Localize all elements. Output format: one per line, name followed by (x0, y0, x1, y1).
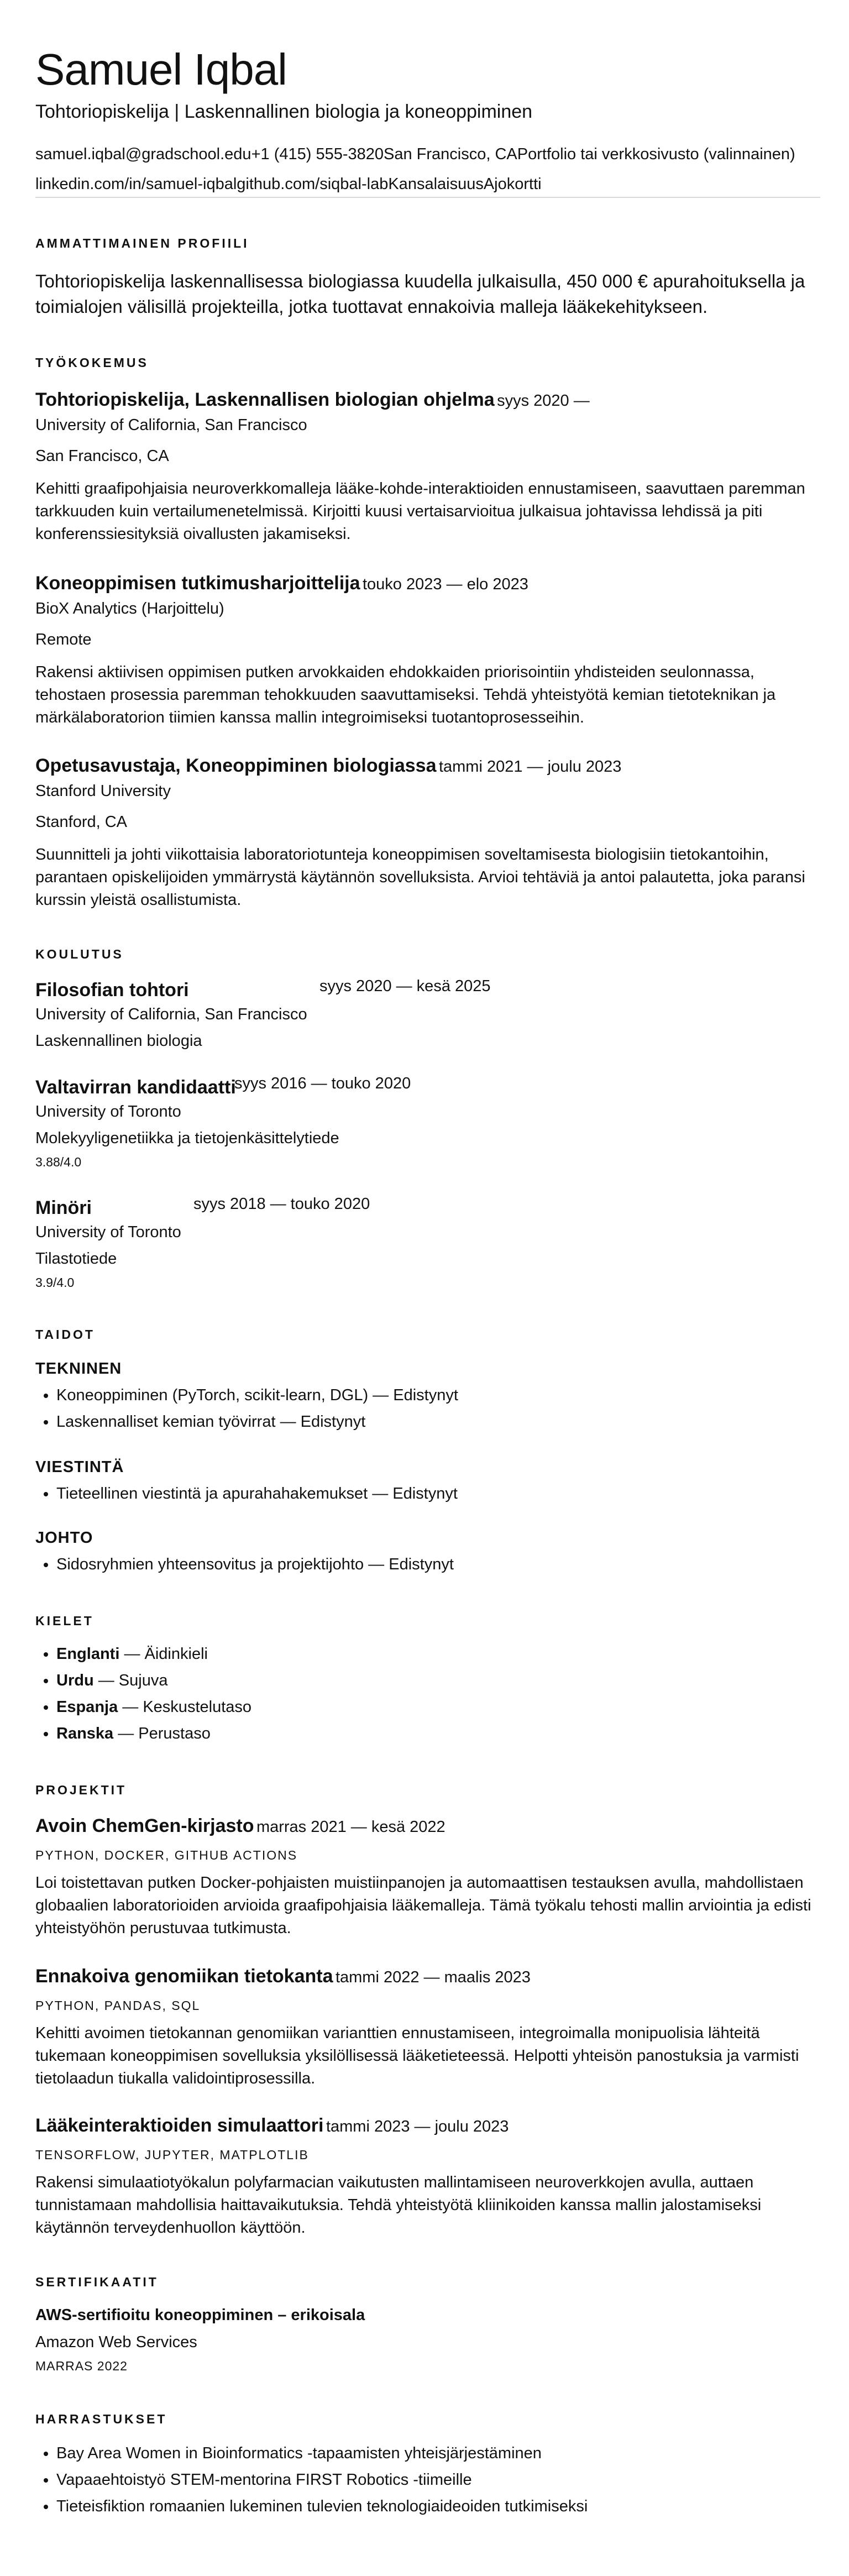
job-location: Stanford, CA (35, 813, 128, 831)
skill-group-title: JOHTO (35, 1529, 93, 1547)
list-item: • Bay Area Women in Bioinformatics -tapaamisten yhteisjärjestäminen (56, 2440, 588, 2467)
profile-summary: Tohtoriopiskelija laskennallisessa biologiassa kuudella julkaisulla, 450 000 € apurahoituksella ja toimialojen välisillä projekteilla, jotka tuottavat ennakoivia malleja lääkekehitykseen. (35, 271, 805, 317)
list-item: • Tieteisfiktion romaanien lukeminen tulevien teknologiaideoiden tutkimiseksi (56, 2493, 588, 2520)
project-description: Loi toistettavan putken Docker-pohjaisten muistiinpanojen ja automaattisen testauksen avulla, mahdollistaen globaalien laboratorioiden arvioida graafipohjaisia lääkemalleja. Tämä työkalu tehosti mallin arviointia ja edisti yhteistyöhön perustuvaa tutkimusta. (35, 1874, 811, 1937)
skill-group-title: TEKNINEN (35, 1360, 122, 1378)
section-title-experience: TYÖKOKEMUS (35, 355, 149, 370)
list-item: • Koneoppiminen (PyTorch, scikit-learn, DGL) — Edistynyt (56, 1382, 458, 1409)
section-title-certifications: SERTIFIKAATIT (35, 2275, 159, 2289)
job-dates: syys 2020 — (497, 392, 590, 410)
project-item (35, 1813, 446, 1839)
license-text: Ajokortti (483, 175, 542, 193)
job-dates: touko 2023 — elo 2023 (362, 575, 528, 593)
field-of-study: Molekyyligenetiikka ja tietojenkäsittelytiede (35, 1129, 339, 1147)
language-name: Espanja (56, 1698, 118, 1716)
list-item (56, 1694, 251, 1720)
language-level: — Sujuva (98, 1672, 168, 1689)
email-link[interactable]: samuel.iqbal@gradschool.edu (35, 145, 251, 163)
job-location: San Francisco, CA (35, 447, 169, 465)
language-level: — Perustaso (118, 1725, 211, 1742)
school-name: University of California, San Francisco (35, 1006, 307, 1023)
project-description: Kehitti avoimen tietokannan genomiikan varianttien ennustamiseen, integroimalla monipuolisia lähteitä tukemaan koneoppimisen sovelluksia yksilöllisessä lääketieteessä. Helpotti yhteisön panostuksia ja varmisti tietolaadun tiukalla validointiprosessilla. (35, 2024, 799, 2087)
job-dates: tammi 2021 — joulu 2023 (438, 758, 622, 776)
project-description: Rakensi simulaatiotyökalun polyfarmacian vaikutusten mallintamiseen neuroverkkojen avulla, auttaen tunnistamaan mahdollisia haittavaikutuksia. Tehdä yhteistyötä kliinikoiden kanssa mallin jalostamiseksi käytännön terveydenhuollon käyttöön. (35, 2174, 762, 2237)
project-tech: TENSORFLOW, JUPYTER, MATPLOTLIB (35, 2148, 309, 2162)
gpa-text: 3.9/4.0 (35, 1275, 75, 1290)
job-description: Suunnitteli ja johti viikottaisia laboratoriotunteja koneoppimisen soveltamisesta biologisiin tietokantoihin, parantaen opiskelijoiden ymmärrystä käytännön sovelluksista. Arvioi tehtäviä ja antoi palautetta, joka paransi kurssin yleistä osallistumista. (35, 846, 805, 909)
project-item (35, 1964, 531, 1989)
language-level: — Keskustelutaso (122, 1698, 252, 1716)
project-dates: marras 2021 — kesä 2022 (256, 1818, 446, 1836)
github-link[interactable]: github.com/siqbal-lab (237, 175, 389, 193)
contact-row-2 (35, 172, 542, 196)
job-title: Koneoppimisen tutkimusharjoittelija (35, 573, 360, 594)
job-org: Stanford University (35, 782, 171, 800)
skill-list (35, 1382, 458, 1435)
section-title-education: KOULUTUS (35, 947, 124, 961)
section-title-languages: KIELET (35, 1614, 94, 1628)
section-title-hobbies: HARRASTUKSET (35, 2412, 167, 2426)
gpa-text: 3.88/4.0 (35, 1155, 82, 1169)
language-name: Urdu (56, 1672, 94, 1689)
job-org: University of California, San Francisco (35, 416, 307, 434)
project-tech: PYTHON, DOCKER, GITHUB ACTIONS (35, 1848, 298, 1862)
list-item (56, 1641, 251, 1667)
candidate-headline: Tohtoriopiskelija | Laskennallinen biologia ja koneoppiminen (35, 101, 533, 122)
job-description: Kehitti graafipohjaisia neuroverkkomalleja lääke-kohde-interaktioiden ennustamiseen, saavuttaen paremman tarkkuuden kuin vertailumenetelmissä. Kirjoitti kuusi vertaisarvioitua julkaisua johtavissa lehdissä ja piti konferenssiesityksiä oivallusten jakamiseksi. (35, 480, 805, 543)
location-text: San Francisco, CA (384, 145, 517, 163)
degree-title: Valtavirran kandidaatti (35, 1077, 236, 1098)
job-description: Rakensi aktiivisen oppimisen putken arvokkaiden ehdokkaiden priorisointiin yhdisteiden seulonnassa, tehostaen prosessia paremman tehokkuuden saavuttamiseksi. Tehdä yhteistyötä kemian tietoteknikan ja märkälaboratorion tiimien kanssa mallin integroimiseksi tuotantoprosesseihin. (35, 663, 776, 726)
project-dates: tammi 2023 — joulu 2023 (326, 2118, 509, 2135)
language-list (35, 1641, 251, 1747)
hobby-list (35, 2440, 588, 2520)
degree-title: Minöri (35, 1197, 92, 1218)
list-item: • Laskennalliset kemian työvirrat — Edistynyt (56, 1409, 458, 1435)
section-title-profile: AMMATTIMAINEN PROFIILI (35, 236, 249, 250)
list-item: • Tieteellinen viestintä ja apurahahakemukset — Edistynyt (56, 1480, 458, 1507)
section-title-skills: TAIDOT (35, 1327, 95, 1342)
portfolio-link[interactable]: Portfolio tai verkkosivusto (valinnainen) (517, 145, 795, 163)
job-title: Tohtoriopiskelija, Laskennallisen biologian ohjelma (35, 389, 495, 410)
experience-item (35, 570, 528, 596)
section-title-projects: PROJEKTIT (35, 1783, 127, 1797)
language-name: Ranska (56, 1725, 114, 1742)
list-item: • Vapaaehtoistyö STEM-mentorina FIRST Robotics -tiimeille (56, 2467, 588, 2493)
certification-date: MARRAS 2022 (35, 2359, 128, 2373)
language-name: Englanti (56, 1645, 120, 1663)
field-of-study: Tilastotiede (35, 1250, 117, 1268)
school-name: University of Toronto (35, 1223, 181, 1241)
project-tech: PYTHON, PANDAS, SQL (35, 1998, 201, 2013)
degree-dates: syys 2018 — touko 2020 (193, 1195, 370, 1213)
job-location: Remote (35, 631, 92, 648)
skill-group-title: VIESTINTÄ (35, 1458, 124, 1476)
project-item (35, 2113, 509, 2138)
skill-list (35, 1551, 454, 1578)
school-name: University of Toronto (35, 1103, 181, 1121)
header-divider (35, 197, 820, 198)
field-of-study: Laskennallinen biologia (35, 1032, 202, 1050)
linkedin-link[interactable]: linkedin.com/in/samuel-iqbal (35, 175, 237, 193)
degree-dates: syys 2016 — touko 2020 (234, 1075, 411, 1092)
project-name: Ennakoiva genomiikan tietokanta (35, 1966, 333, 1987)
project-name: Lääkeinteraktioiden simulaattori (35, 2115, 324, 2136)
project-dates: tammi 2022 — maalis 2023 (335, 1968, 531, 1986)
experience-item (35, 753, 621, 778)
job-org: BioX Analytics (Harjoittelu) (35, 600, 224, 617)
experience-item (35, 387, 590, 412)
job-title: Opetusavustaja, Koneoppiminen biologiassa (35, 755, 437, 776)
certification-issuer: Amazon Web Services (35, 2333, 197, 2351)
list-item: • Sidosryhmien yhteensovitus ja projektijohto — Edistynyt (56, 1551, 454, 1578)
contact-row-1 (35, 143, 795, 166)
candidate-name: Samuel Iqbal (35, 45, 287, 94)
language-level: — Äidinkieli (124, 1645, 208, 1663)
certification-name: AWS-sertifioitu koneoppiminen – erikoisala (35, 2306, 365, 2324)
phone-text: +1 (415) 555-3820 (251, 145, 384, 163)
degree-title: Filosofian tohtori (35, 980, 189, 1001)
list-item (56, 1720, 251, 1747)
degree-dates: syys 2020 — kesä 2025 (319, 977, 491, 995)
project-name: Avoin ChemGen-kirjasto (35, 1815, 254, 1836)
nationality-text: Kansalaisuus (388, 175, 484, 193)
list-item (56, 1667, 251, 1694)
skill-list (35, 1480, 458, 1507)
